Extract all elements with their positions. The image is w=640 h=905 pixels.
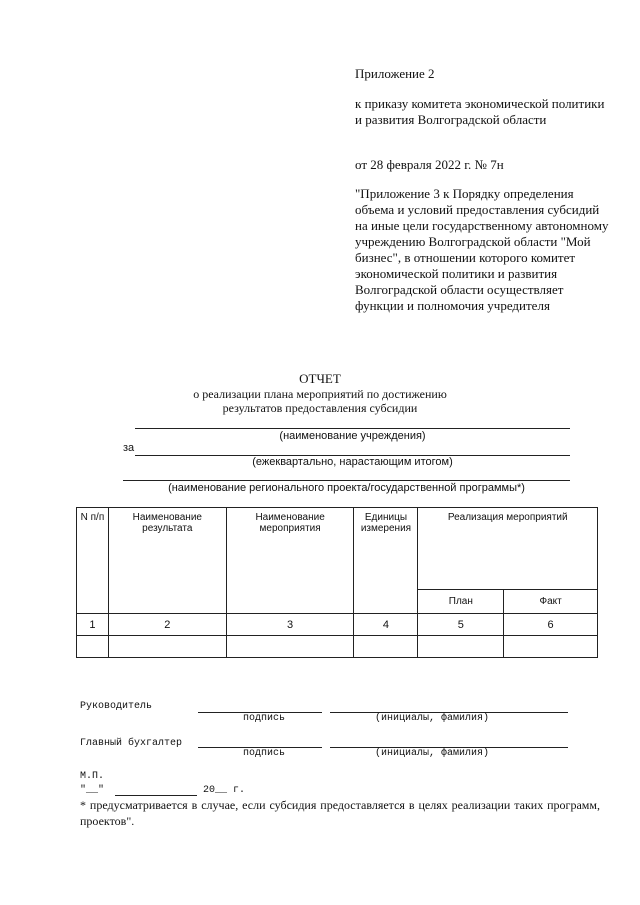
program-caption: (наименование регионального проекта/государственной программы*) bbox=[168, 482, 525, 494]
report-subtitle-1: о реализации плана мероприятий по достижению bbox=[193, 387, 447, 401]
date-day: "__" bbox=[80, 785, 105, 796]
header-fact: Факт bbox=[504, 590, 598, 614]
header-plan: План bbox=[418, 590, 504, 614]
empty-cell bbox=[226, 636, 354, 658]
appendix-quote: "Приложение 3 к Порядку определения объема и условий предоставления субсидий на иные цели государственному автономному учреждению Волгоградской области "Мой бизнес", в отношении которого комитет экономической политики и развития Волгоградской области осуществляет функции и полномочия учредителя bbox=[355, 186, 609, 313]
index-cell: 5 bbox=[418, 614, 504, 636]
appendix-date: от 28 февраля 2022 г. № 7н bbox=[355, 157, 504, 172]
header-unit: Единицы измерения bbox=[354, 508, 418, 614]
index-cell: 6 bbox=[504, 614, 598, 636]
empty-cell bbox=[504, 636, 598, 658]
header-result: Наименование результата bbox=[108, 508, 226, 614]
index-cell: 1 bbox=[77, 614, 109, 636]
header-event: Наименование мероприятия bbox=[226, 508, 354, 614]
date-month-line bbox=[115, 795, 197, 796]
appendix-order: к приказу комитета экономической политики и развития Волгоградской области bbox=[355, 96, 605, 127]
za-label: за bbox=[123, 442, 135, 454]
stamp-label: М.П. bbox=[80, 771, 105, 782]
empty-cell bbox=[108, 636, 226, 658]
accountant-name-caption: (инициалы, фамилия) bbox=[375, 748, 490, 759]
head-name-caption: (инициалы, фамилия) bbox=[375, 713, 490, 724]
empty-cell bbox=[77, 636, 109, 658]
footnote: * предусматривается в случае, если субсидия предоставляется в целях реализации таких программ, проектов". bbox=[80, 798, 600, 828]
program-line bbox=[123, 480, 570, 481]
head-label: Руководитель bbox=[80, 701, 153, 712]
header-realization: Реализация мероприятий bbox=[418, 508, 598, 590]
appendix-title: Приложение 2 bbox=[355, 66, 435, 81]
date-year: 20__ г. bbox=[203, 785, 246, 796]
report-table bbox=[76, 507, 598, 658]
accountant-label: Главный бухгалтер bbox=[80, 738, 183, 749]
report-subtitle-2: результатов предоставления субсидии bbox=[222, 401, 418, 415]
index-cell: 2 bbox=[108, 614, 226, 636]
institution-caption: (наименование учреждения) bbox=[279, 430, 426, 442]
accountant-sign-caption: подпись bbox=[243, 748, 286, 759]
index-cell: 4 bbox=[354, 614, 418, 636]
head-sign-caption: подпись bbox=[243, 713, 286, 724]
empty-cell bbox=[418, 636, 504, 658]
empty-cell bbox=[354, 636, 418, 658]
report-title: ОТЧЕТ bbox=[299, 371, 341, 386]
index-cell: 3 bbox=[226, 614, 354, 636]
period-caption: (ежеквартально, нарастающим итогом) bbox=[252, 456, 453, 468]
header-num: N п/п bbox=[77, 508, 109, 614]
institution-line bbox=[135, 428, 570, 429]
